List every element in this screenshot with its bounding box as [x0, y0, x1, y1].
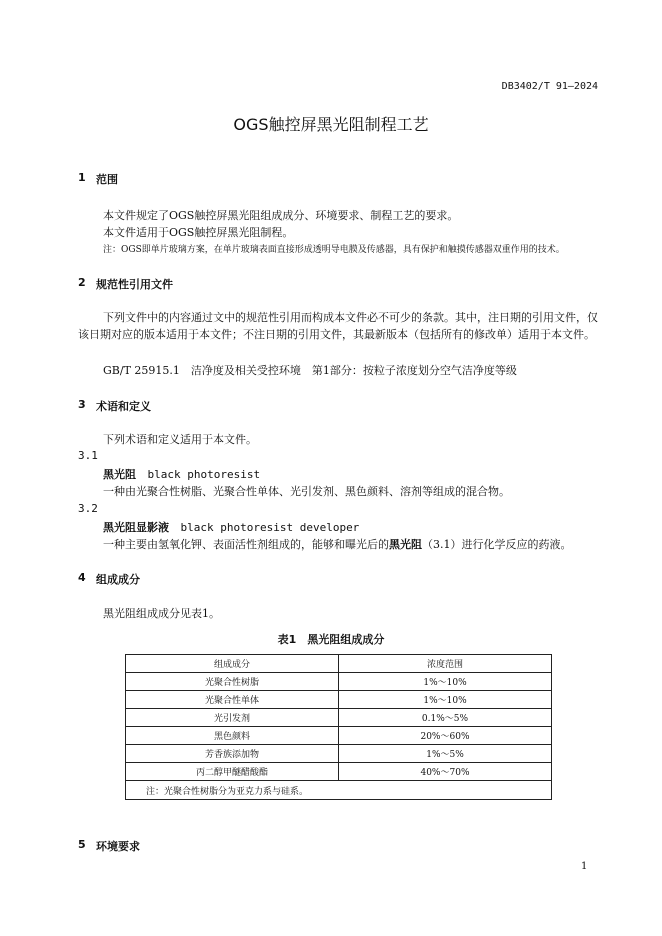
- term-1-heading: [103, 466, 260, 482]
- term-1-definition: 一种由光聚合性树脂、光聚合性单体、光引发剂、黑色颜料、溶剂等组成的混合物。: [103, 485, 510, 498]
- term-2-chinese: 黑光阻显影液: [103, 521, 169, 534]
- table-row: [126, 691, 552, 709]
- table-1-title: 表1 黑光阻组成成分: [277, 633, 385, 646]
- normative-reference: GB/T 25915.1 洁净度及相关受控环境 第1部分：按粒子浓度划分空气洁净度等级: [103, 364, 517, 377]
- section-3-paragraph: 下列术语和定义适用于本文件。: [103, 433, 257, 446]
- range-cell: 1%～10%: [339, 673, 552, 691]
- table-row: [126, 745, 552, 763]
- term-1-chinese: 黑光阻: [103, 468, 136, 481]
- document-title: OGS触控屏黑光阻制程工艺: [233, 115, 429, 134]
- table-header-component: 组成成分: [126, 655, 339, 673]
- component-cell: 光聚合性树脂: [126, 673, 339, 691]
- term-2-definition: [103, 536, 572, 552]
- term-2-english: black photoresist developer: [180, 521, 360, 534]
- document-number: DB3402/T 91—2024: [501, 81, 598, 92]
- section-1-paragraph-1: 本文件规定了OGS触控屏黑光阻组成成分、环境要求、制程工艺的要求。: [103, 209, 459, 222]
- term-1-english: black photoresist: [147, 468, 261, 481]
- section-4-paragraph: 黑光阻组成成分见表1。: [103, 607, 220, 620]
- section-5-heading: 环境要求: [96, 840, 140, 853]
- table-note-row: [126, 781, 552, 800]
- section-3-heading: 术语和定义: [96, 400, 151, 413]
- table-row: [126, 763, 552, 781]
- table-header-row: [126, 655, 552, 673]
- section-2-paragraph: 下列文件中的内容通过文中的规范性引用而构成本文件必不可少的条款。其中，注日期的引用文件，仅该日期对应的版本适用于本文件；不注日期的引用文件，其最新版本（包括所有的修改单）适用于本文件。: [78, 311, 598, 341]
- component-cell: 光引发剂: [126, 709, 339, 727]
- term-2-definition-part-2: （3.1）进行化学反应的药液。: [422, 538, 572, 551]
- table-row: [126, 673, 552, 691]
- section-1-heading: 范围: [96, 173, 118, 186]
- term-2-heading: [103, 519, 359, 535]
- composition-table: [125, 654, 552, 800]
- section-4-number: 4: [78, 571, 86, 584]
- section-1-paragraph-2: 本文件适用于OGS触控屏黑光阻制程。: [103, 226, 294, 239]
- range-cell: 0.1%～5%: [339, 709, 552, 727]
- section-2-number: 2: [78, 276, 86, 289]
- table-note: 注：光聚合性树脂分为亚克力系与硅系。: [126, 781, 552, 800]
- term-2-number: 3.2: [78, 502, 98, 515]
- section-3-number: 3: [78, 398, 86, 411]
- table-row: [126, 727, 552, 745]
- range-cell: 1%～5%: [339, 745, 552, 763]
- section-1-number: 1: [78, 171, 86, 184]
- component-cell: 黑色颜料: [126, 727, 339, 745]
- range-cell: 1%～10%: [339, 691, 552, 709]
- section-2-heading: 规范性引用文件: [96, 278, 173, 291]
- component-cell: 丙二醇甲醚醋酸酯: [126, 763, 339, 781]
- term-1-number: 3.1: [78, 449, 98, 462]
- component-cell: 芳香族添加物: [126, 745, 339, 763]
- table-header-range: 浓度范围: [339, 655, 552, 673]
- section-1-note: 注：OGS即单片玻璃方案，在单片玻璃表面直接形成透明导电膜及传感器，具有保护和触摸传感器双重作用的技术。: [103, 245, 565, 255]
- term-2-definition-part-1: 一种主要由氢氧化钾、表面活性剂组成的，能够和曝光后的: [103, 538, 389, 551]
- section-5-number: 5: [78, 838, 86, 851]
- section-4-heading: 组成成分: [96, 573, 140, 586]
- page-number: 1: [581, 861, 588, 872]
- range-cell: 20%～60%: [339, 727, 552, 745]
- range-cell: 40%～70%: [339, 763, 552, 781]
- component-cell: 光聚合性单体: [126, 691, 339, 709]
- table-row: [126, 709, 552, 727]
- term-2-definition-term-ref: 黑光阻: [389, 538, 422, 551]
